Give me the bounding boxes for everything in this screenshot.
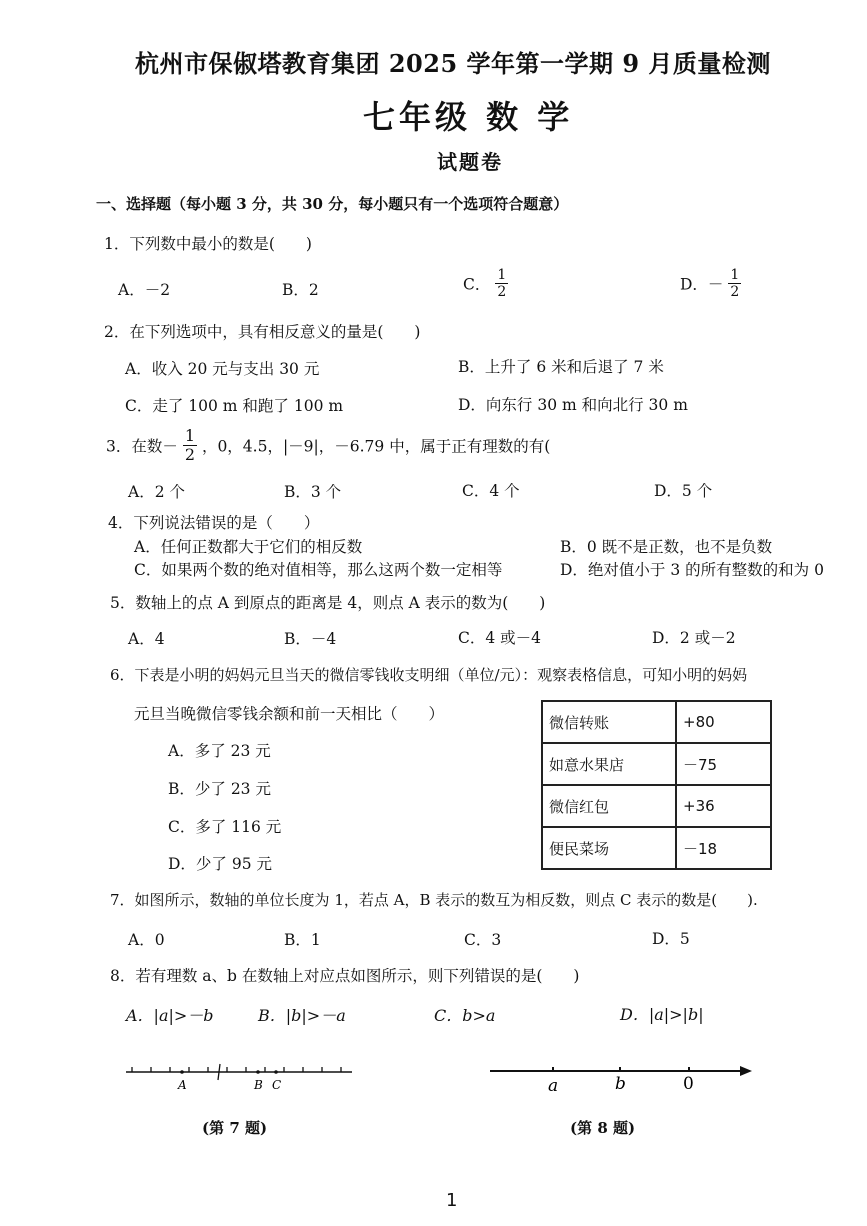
fraction-numerator: 1 xyxy=(730,267,740,283)
q1-option-c-fraction xyxy=(495,268,508,299)
question-8-stem: 8．若有理数 a、b 在数轴上对应点如图所示，则下列错误的是( ) xyxy=(110,967,580,985)
point-b-dot xyxy=(256,1070,260,1074)
figure-8-caption: (第 8 题) xyxy=(570,1119,636,1137)
question-3-stem xyxy=(106,428,550,463)
q1-option-d-fraction xyxy=(728,268,741,299)
q8-option-d: D．|a|>|b| xyxy=(620,1005,704,1024)
q1-option-a: A．－2 xyxy=(118,281,171,299)
fraction-denominator: 2 xyxy=(497,284,507,300)
table-cell-item: 微信红包 xyxy=(542,785,676,827)
q6-option-c: C．多了 116 元 xyxy=(168,818,282,836)
table-cell-item: 微信转账 xyxy=(542,701,676,743)
q5-option-d: D．2 或－2 xyxy=(652,629,736,647)
q7-option-a: A．0 xyxy=(128,931,165,949)
q3-stem-prefix: 3．在数－ xyxy=(106,437,178,456)
table-cell-amount: －18 xyxy=(676,827,771,869)
grade-subject: 七年级 数 学 xyxy=(363,98,574,136)
wechat-ledger-table xyxy=(541,700,772,870)
table-cell-item: 便民菜场 xyxy=(542,827,676,869)
q1-option-d xyxy=(680,268,741,299)
point-label-b: B xyxy=(254,1078,263,1092)
section-heading: 一、选择题（每小题 3 分，共 30 分，每小题只有一个选项符合题意） xyxy=(96,195,569,213)
point-label-c: C xyxy=(272,1078,282,1092)
q3-option-a: A．2 个 xyxy=(128,483,185,501)
q4-option-c: C．如果两个数的绝对值相等，那么这两个数一定相等 xyxy=(134,561,503,579)
question-6-stem-line1: 6．下表是小明的妈妈元旦当天的微信零钱收支明细（单位/元）：观察表格信息，可知小明的妈妈 xyxy=(110,666,748,684)
table-row xyxy=(542,701,771,743)
q2-option-a: A．收入 20 元与支出 30 元 xyxy=(125,360,320,378)
question-1-stem: 1．下列数中最小的数是( ) xyxy=(104,235,312,253)
figure-7-caption: (第 7 题) xyxy=(202,1119,268,1137)
q3-option-d: D．5 个 xyxy=(654,482,713,500)
q8-option-b: B．|b|>－a xyxy=(258,1006,346,1025)
q3-option-b: B．3 个 xyxy=(284,483,342,501)
q2-option-d: D．向东行 30 m 和向北行 30 m xyxy=(458,396,688,414)
table-cell-amount: －75 xyxy=(676,743,771,785)
fraction-denominator: 2 xyxy=(184,445,195,464)
q6-option-a: A．多了 23 元 xyxy=(168,742,271,760)
table-cell-amount: +80 xyxy=(676,701,771,743)
q2-option-c: C．走了 100 m 和跑了 100 m xyxy=(125,397,344,415)
paper-label: 试题卷 xyxy=(437,150,503,174)
q1-option-d-prefix: D．－ xyxy=(680,275,724,294)
exam-title: 杭州市保俶塔教育集团 2025 学年第一学期 9 月质量检测 xyxy=(135,49,771,78)
fraction-denominator: 2 xyxy=(730,284,740,300)
q8-option-a: A．|a|>－b xyxy=(126,1006,214,1025)
q4-option-d: D．绝对值小于 3 的所有整数的和为 0 xyxy=(560,561,824,579)
point-c-dot xyxy=(274,1070,278,1074)
table-row xyxy=(542,785,771,827)
q7-option-c: C．3 xyxy=(464,931,502,949)
point-label-b: b xyxy=(615,1074,626,1094)
q7-option-d: D．5 xyxy=(652,930,690,948)
q3-stem-suffix: ，0，4.5，|－9|，－6.79 中，属于正有理数的有( xyxy=(201,437,551,456)
table-row xyxy=(542,827,771,869)
q3-fraction xyxy=(183,428,197,463)
arrow-head-icon xyxy=(740,1066,752,1076)
figure-7-number-line xyxy=(120,1058,360,1094)
q5-option-c: C．4 或－4 xyxy=(458,629,542,647)
point-label-a: a xyxy=(548,1076,559,1096)
q6-option-d: D．少了 95 元 xyxy=(168,855,273,873)
question-4-stem: 4．下列说法错误的是（ ） xyxy=(108,514,320,532)
q7-option-b: B．1 xyxy=(284,931,321,949)
q6-option-b: B．少了 23 元 xyxy=(168,780,271,798)
q1-option-c-prefix: C． xyxy=(463,275,491,294)
q4-option-b: B．0 既不是正数，也不是负数 xyxy=(560,538,773,556)
figure-8-number-line xyxy=(486,1058,756,1098)
fraction-numerator: 1 xyxy=(497,267,507,283)
point-label-a: A xyxy=(178,1078,187,1092)
question-5-stem: 5．数轴上的点 A 到原点的距离是 4，则点 A 表示的数为( ) xyxy=(110,594,546,612)
table-cell-item: 如意水果店 xyxy=(542,743,676,785)
q2-option-b: B．上升了 6 米和后退了 7 米 xyxy=(458,358,664,376)
q5-option-b: B．－4 xyxy=(284,630,337,648)
question-7-stem: 7．如图所示，数轴的单位长度为 1，若点 A，B 表示的数互为相反数，则点 C 表示的数是( ). xyxy=(110,891,758,909)
q5-option-a: A．4 xyxy=(128,630,165,648)
q1-option-c xyxy=(463,268,508,299)
q1-option-b: B．2 xyxy=(282,281,319,299)
point-a-dot xyxy=(180,1070,184,1074)
page-number: 1 xyxy=(446,1190,458,1211)
q3-option-c: C．4 个 xyxy=(462,482,520,500)
question-2-stem: 2．在下列选项中，具有相反意义的量是( ) xyxy=(104,323,421,341)
table-cell-amount: +36 xyxy=(676,785,771,827)
question-6-stem-line2: 元旦当晚微信零钱余额和前一天相比（ ） xyxy=(134,705,445,723)
point-label-zero: 0 xyxy=(683,1074,694,1094)
q4-option-a: A．任何正数都大于它们的相反数 xyxy=(134,538,363,556)
table-row xyxy=(542,743,771,785)
q8-option-c: C．b>a xyxy=(434,1006,496,1025)
fraction-numerator: 1 xyxy=(184,426,195,445)
